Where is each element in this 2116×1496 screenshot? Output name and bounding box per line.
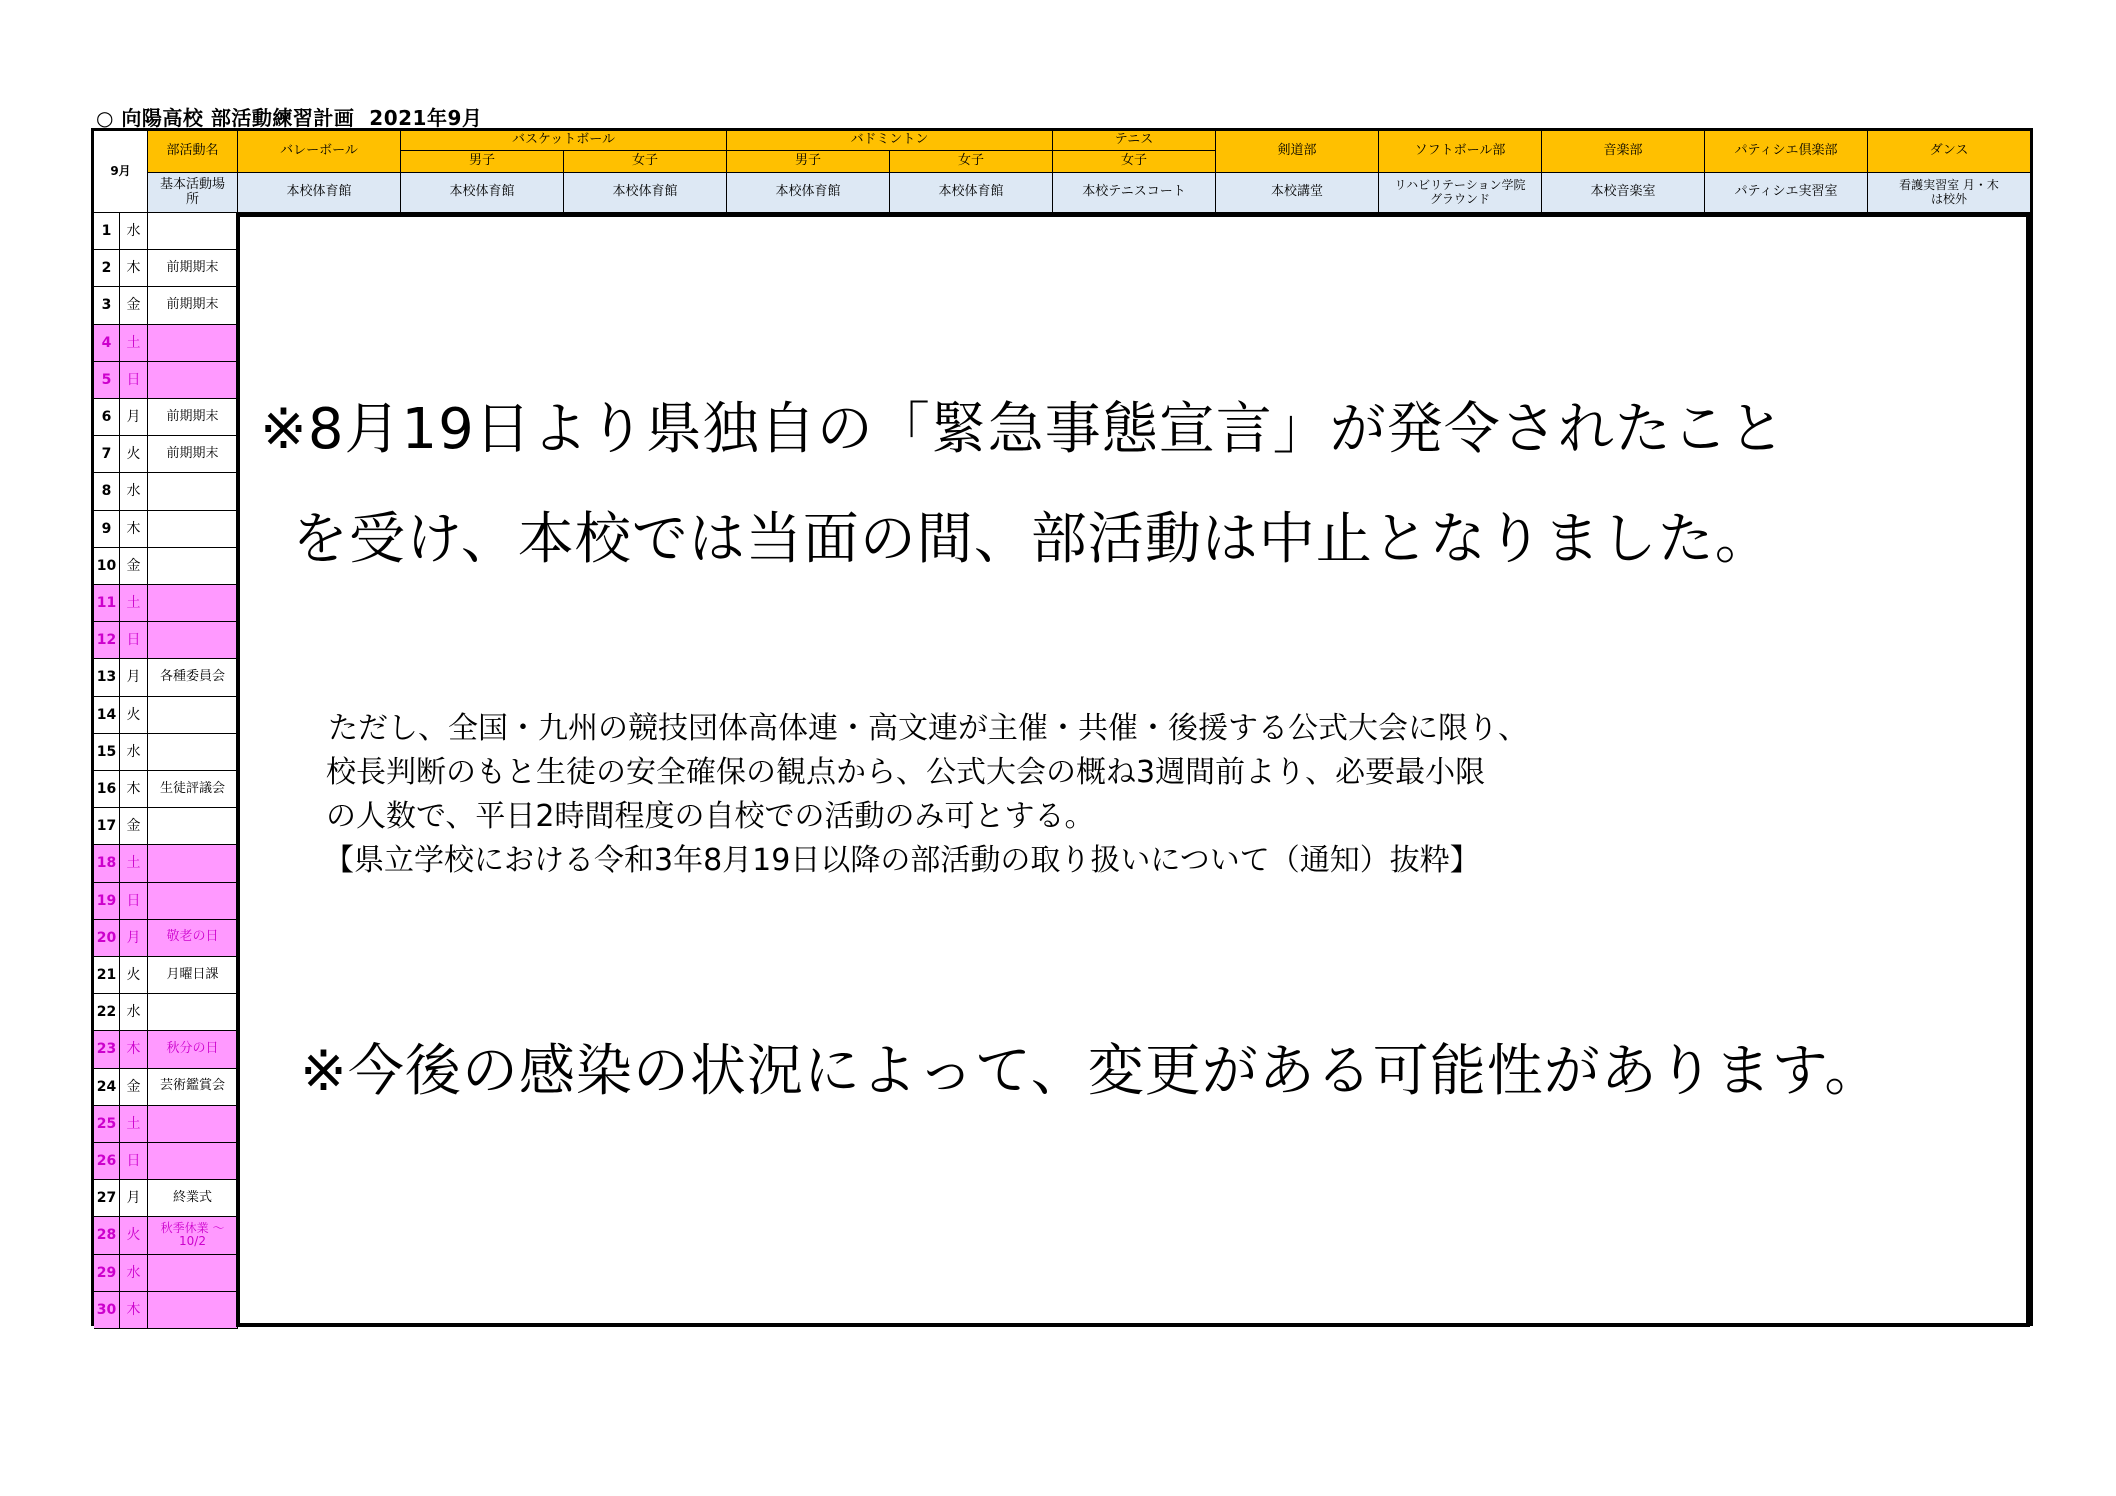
notice-source: 【県立学校における令和3年8月19日以降の部活動の取り扱いについて（通知）抜粋】 [324, 843, 1480, 878]
basketball-boys: 男子 [401, 151, 564, 173]
day-number: 11 [94, 585, 120, 622]
club-badminton: バドミントン [727, 131, 1053, 151]
day-weekday: 土 [120, 1106, 148, 1143]
place-badminton-girls: 本校体育館 [890, 173, 1053, 213]
day-weekday: 日 [120, 883, 148, 920]
day-weekday: 火 [120, 697, 148, 734]
place-volleyball: 本校体育館 [238, 173, 401, 213]
day-event: 月曜日課 [148, 957, 238, 994]
day-number: 28 [94, 1217, 120, 1254]
place-badminton-boys: 本校体育館 [727, 173, 890, 213]
place-patissier: パティシエ実習室 [1705, 173, 1868, 213]
day-number: 29 [94, 1255, 120, 1292]
day-number: 18 [94, 845, 120, 882]
day-event: 前期期末 [148, 250, 238, 287]
day-weekday: 水 [120, 994, 148, 1031]
notice-headline-1: ※8月19日より県独自の「緊急事態宣言」が発令されたこと [260, 397, 1786, 462]
place-music: 本校音楽室 [1542, 173, 1705, 213]
month-cell: 9月 [94, 131, 148, 213]
day-event [148, 511, 238, 548]
day-number: 25 [94, 1106, 120, 1143]
day-number: 8 [94, 473, 120, 510]
day-event [148, 548, 238, 585]
day-weekday: 木 [120, 771, 148, 808]
day-number: 21 [94, 957, 120, 994]
day-event: 各種委員会 [148, 659, 238, 696]
notice-body-1: ただし、全国・九州の競技団体高体連・高文連が主催・共催・後援する公式大会に限り、 [298, 711, 1528, 746]
day-weekday: 火 [120, 957, 148, 994]
day-number: 22 [94, 994, 120, 1031]
day-weekday: 金 [120, 1069, 148, 1106]
day-number: 23 [94, 1031, 120, 1068]
day-weekday: 日 [120, 622, 148, 659]
day-event [148, 1106, 238, 1143]
day-number: 3 [94, 287, 120, 324]
day-weekday: 木 [120, 1031, 148, 1068]
day-event [148, 362, 238, 399]
club-kendo: 剣道部 [1216, 131, 1379, 173]
day-number: 2 [94, 250, 120, 287]
day-event [148, 325, 238, 362]
notice-body-3: の人数で、平日2時間程度の自校での活動のみ可とする。 [326, 799, 1095, 834]
day-weekday: 木 [120, 250, 148, 287]
place-basketball-girls: 本校体育館 [564, 173, 727, 213]
club-volleyball: バレーボール [238, 131, 401, 173]
day-event [148, 845, 238, 882]
badminton-boys: 男子 [727, 151, 890, 173]
place-basketball-boys: 本校体育館 [401, 173, 564, 213]
day-event [148, 1292, 238, 1329]
day-weekday: 水 [120, 1255, 148, 1292]
notice-headline-2: を受け、本校では当面の間、部活動は中止となりました。 [292, 507, 1772, 572]
club-name-label: 部活動名 [148, 131, 238, 173]
day-event: 前期期末 [148, 287, 238, 324]
day-number: 4 [94, 325, 120, 362]
day-number: 27 [94, 1180, 120, 1217]
day-weekday: 木 [120, 511, 148, 548]
document-title: ○ 向陽高校 部活動練習計画 2021年9月 [96, 106, 483, 130]
day-event: 芸術鑑賞会 [148, 1069, 238, 1106]
day-weekday: 水 [120, 473, 148, 510]
day-weekday: 金 [120, 548, 148, 585]
place-tennis: 本校テニスコート [1053, 173, 1216, 213]
day-weekday: 月 [120, 399, 148, 436]
day-weekday: 火 [120, 436, 148, 473]
day-weekday: 水 [120, 213, 148, 250]
day-weekday: 金 [120, 808, 148, 845]
day-event [148, 697, 238, 734]
day-event [148, 473, 238, 510]
day-event: 終業式 [148, 1180, 238, 1217]
day-event [148, 734, 238, 771]
place-softball: リハビリテーション学院グラウンド [1379, 173, 1542, 213]
club-basketball: バスケットボール [401, 131, 727, 151]
day-weekday: 火 [120, 1217, 148, 1254]
day-event [148, 622, 238, 659]
day-event: 敬老の日 [148, 920, 238, 957]
day-number: 19 [94, 883, 120, 920]
day-weekday: 月 [120, 659, 148, 696]
club-music: 音楽部 [1542, 131, 1705, 173]
day-weekday: 土 [120, 325, 148, 362]
day-event [148, 1143, 238, 1180]
day-weekday: 木 [120, 1292, 148, 1329]
day-weekday: 水 [120, 734, 148, 771]
day-number: 9 [94, 511, 120, 548]
day-number: 13 [94, 659, 120, 696]
day-number: 20 [94, 920, 120, 957]
day-number: 16 [94, 771, 120, 808]
day-number: 24 [94, 1069, 120, 1106]
notice-footer: ※今後の感染の状況によって、変更がある可能性があります。 [300, 1039, 1882, 1104]
day-number: 7 [94, 436, 120, 473]
day-number: 6 [94, 399, 120, 436]
place-kendo: 本校講堂 [1216, 173, 1379, 213]
day-number: 17 [94, 808, 120, 845]
day-weekday: 日 [120, 362, 148, 399]
day-event [148, 585, 238, 622]
day-number: 10 [94, 548, 120, 585]
day-number: 14 [94, 697, 120, 734]
day-event: 前期期末 [148, 436, 238, 473]
day-weekday: 土 [120, 585, 148, 622]
tennis-girls: 女子 [1053, 151, 1216, 173]
day-event: 生徒評議会 [148, 771, 238, 808]
day-event [148, 213, 238, 250]
day-event [148, 1255, 238, 1292]
day-weekday: 日 [120, 1143, 148, 1180]
suspension-notice [236, 213, 2030, 1327]
day-number: 1 [94, 213, 120, 250]
day-number: 30 [94, 1292, 120, 1329]
day-number: 26 [94, 1143, 120, 1180]
day-weekday: 土 [120, 845, 148, 882]
notice-body-2: 校長判断のもと生徒の安全確保の観点から、公式大会の概ね3週間前より、必要最小限 [326, 755, 1486, 790]
day-weekday: 金 [120, 287, 148, 324]
badminton-girls: 女子 [890, 151, 1053, 173]
day-event: 秋季休業 ～10/2 [148, 1217, 238, 1254]
club-softball: ソフトボール部 [1379, 131, 1542, 173]
day-event [148, 883, 238, 920]
club-tennis: テニス [1053, 131, 1216, 151]
day-event: 前期期末 [148, 399, 238, 436]
basketball-girls: 女子 [564, 151, 727, 173]
day-weekday: 月 [120, 920, 148, 957]
club-patissier: パティシエ倶楽部 [1705, 131, 1868, 173]
day-weekday: 月 [120, 1180, 148, 1217]
day-event [148, 994, 238, 1031]
activity-place-label: 基本活動場所 [148, 173, 238, 213]
place-dance: 看護実習室 月・木は校外 [1868, 173, 2030, 213]
day-number: 5 [94, 362, 120, 399]
day-event: 秋分の日 [148, 1031, 238, 1068]
club-dance: ダンス [1868, 131, 2030, 173]
day-number: 12 [94, 622, 120, 659]
day-number: 15 [94, 734, 120, 771]
day-event [148, 808, 238, 845]
